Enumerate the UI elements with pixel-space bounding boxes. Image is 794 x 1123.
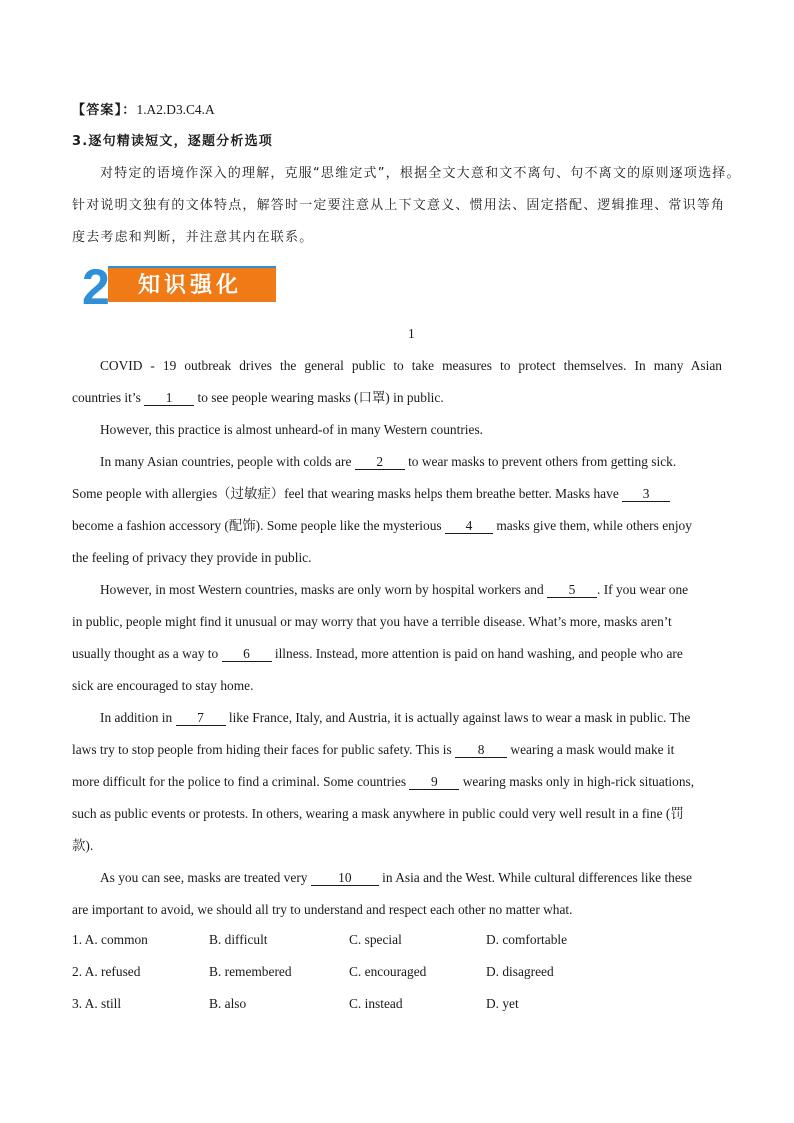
answer-value: 1.A2.D3.C4.A [136,102,215,117]
blank-4: 4 [445,518,493,534]
option-a: 2. A. refused [72,964,141,979]
option-a: 1. A. common [72,932,148,947]
section-number: 2 [82,259,110,315]
option-c: C. instead [349,996,403,1011]
section-title: 知识强化 [138,272,243,298]
option-c: C. special [349,932,402,947]
passage-line: However, in most Western countries, masks are only worn by hospital workers and 5 . If you wear one [100,582,689,597]
tip-heading: 3.逐句精读短文，逐题分析选项 [72,134,273,149]
blank-1: 1 [144,390,194,406]
passage-line: more difficult for the police to find a criminal. Some countries 9 wearing masks only in high-rick situations, [72,774,695,789]
passage-line: 款). [72,838,94,853]
blank-10: 10 [311,870,379,886]
blank-6: 6 [222,646,272,662]
passage-line: In addition in 7 like France, Italy, and Austria, it is actually against laws to wear a mask in public. The [100,710,691,725]
passage-line: COVID - 19 outbreak drives the general public to take measures to protect themselves. In many Asian [100,358,722,373]
passage-line: usually thought as a way to 6 illness. Instead, more attention is paid on hand washing, and people who are [72,646,683,661]
passage-line: In many Asian countries, people with colds are 2 to wear masks to prevent others from getting sick. [100,454,677,469]
passage-number: 1 [408,326,415,341]
blank-5: 5 [547,582,597,598]
section-banner [82,259,282,315]
passage-line: in public, people might find it unusual or may worry that you have a terrible disease. What’s more, masks aren’t [72,614,672,629]
passage-line: the feeling of privacy they provide in public. [72,550,312,565]
passage-line: countries it’s 1 to see people wearing masks (口罩) in public. [72,390,444,405]
tip-line-3: 度去考虑和判断，并注意其内在联系。 [72,230,314,245]
blank-8: 8 [455,742,507,758]
blank-2: 2 [355,454,405,470]
blank-7: 7 [176,710,226,726]
option-c: C. encouraged [349,964,427,979]
passage-line: laws try to stop people from hiding their faces for public safety. This is 8 wearing a mask would make it [72,742,675,757]
answer-line [72,100,215,121]
tip-line-2: 针对说明文独有的文体特点，解答时一定要注意从上下文意义、惯用法、固定搭配、逻辑推理、常识等角 [72,198,726,213]
passage-line: are important to avoid, we should all try to understand and respect each other no matter what. [72,902,573,917]
tip-line-1: 对特定的语境作深入的理解，克服“思维定式”，根据全文大意和文不离句、句不离文的原则逐项选择。 [100,166,741,181]
answer-label: 【答案】： [72,103,137,118]
option-d: D. yet [486,996,519,1011]
passage-line: However, this practice is almost unheard-of in many Western countries. [100,422,484,437]
passage-line: Some people with allergies（过敏症）feel that wearing masks helps them breathe better. Masks have 3 [72,484,670,504]
option-d: D. comfortable [486,932,568,947]
option-a: 3. A. still [72,996,122,1011]
passage-line: sick are encouraged to stay home. [72,678,254,693]
section-banner-bar [108,266,276,302]
passage-line: As you can see, masks are treated very 10 in Asia and the West. While cultural differences like these [100,870,692,885]
option-b: B. difficult [209,932,268,947]
blank-3: 3 [622,486,670,502]
blank-9: 9 [409,774,459,790]
option-b: B. also [209,996,247,1011]
passage-line: become a fashion accessory (配饰). Some people like the mysterious 4 masks give them, while others enjoy [72,518,692,533]
option-d: D. disagreed [486,964,554,979]
passage-line: such as public events or protests. In others, wearing a mask anywhere in public could very well result in a fine (罚 [72,806,684,821]
option-b: B. remembered [209,964,292,979]
